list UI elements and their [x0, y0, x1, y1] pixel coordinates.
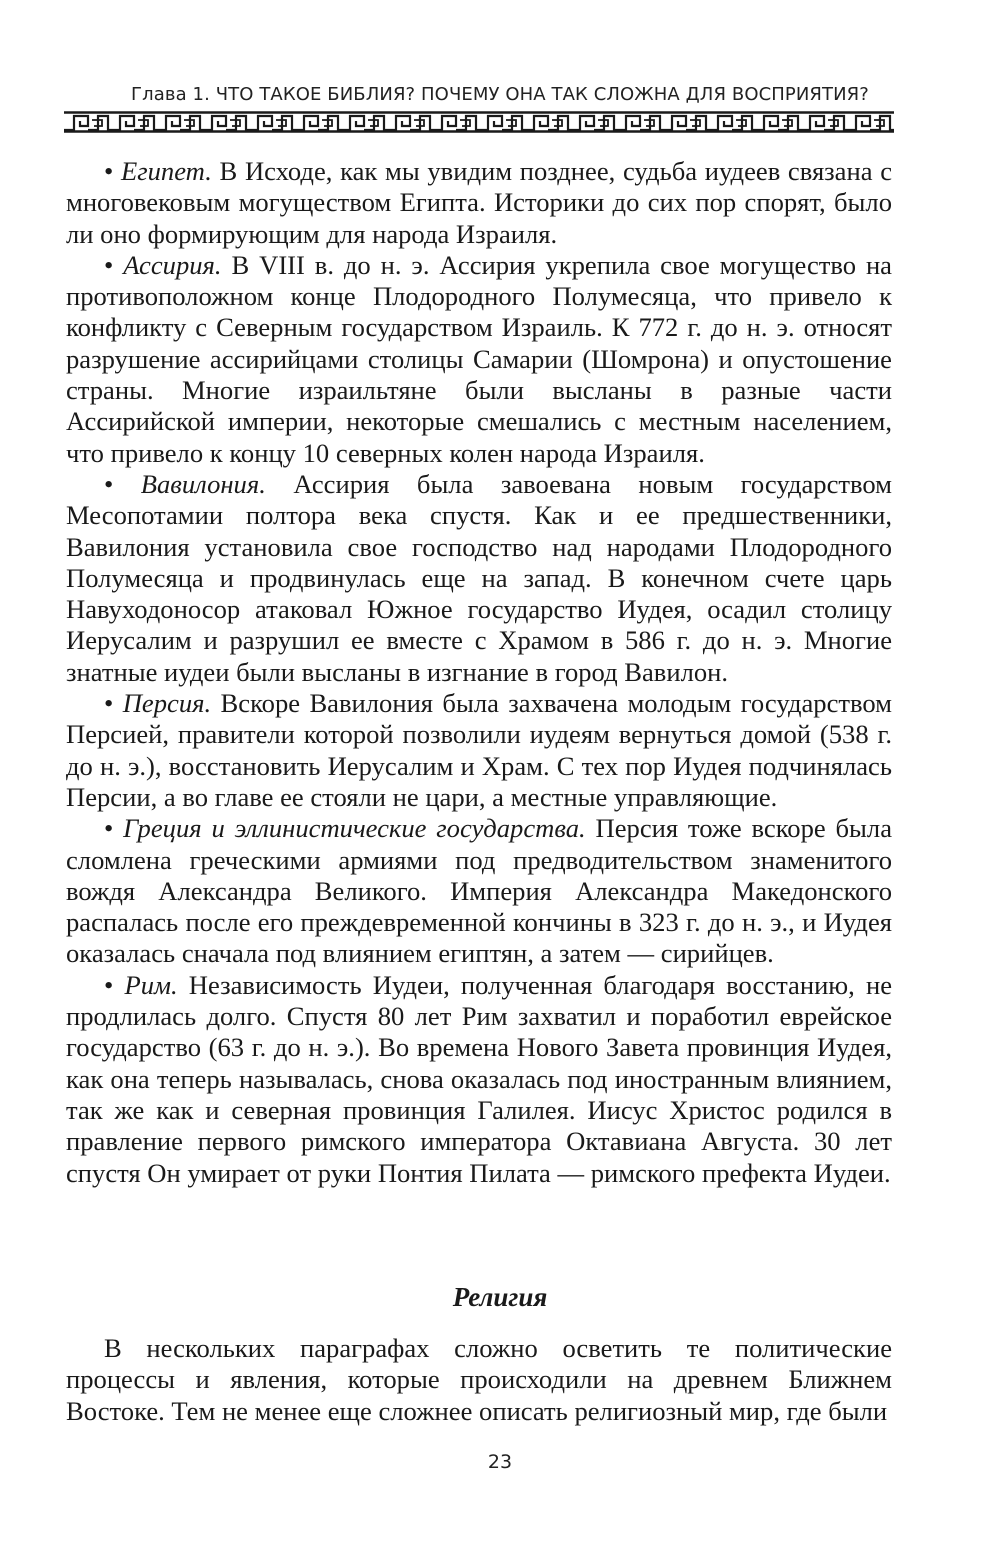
- running-header: Глава 1. ЧТО ТАКОЕ БИБЛИЯ? ПОЧЕМУ ОНА ТАК СЛОЖНА ДЛЯ ВОСПРИЯТИЯ?: [131, 84, 869, 105]
- bullet-item-rome: [66, 970, 892, 1189]
- bullet-item-persia: [66, 688, 892, 813]
- bullet-icon: •: [104, 156, 114, 186]
- section-body: [66, 1333, 892, 1427]
- bullet-icon: •: [104, 969, 114, 1000]
- bullet-icon: •: [104, 688, 114, 719]
- bullet-term: Рим.: [124, 969, 178, 1000]
- bulleted-section: [66, 156, 892, 1189]
- bullet-term: Вавилония.: [140, 468, 266, 499]
- bullet-icon: •: [104, 813, 114, 844]
- page-number: 23: [487, 1451, 513, 1473]
- bullet-text: В VIII в. до н. э. Ассирия укрепила свое могущество на противоположном конце Плодородного Полумесяца, что привело к конфликту с Северным государством Израиль. К 772 г. до н. э. относят разрушение ассирийцами столицы Самарии (Шомрона) и опустошение страны. Многие израильтяне были высланы в разные части Ассирийской империи, некоторые смешались с местным населением, что привело к концу 10 северных колен народа Израиля.: [66, 249, 892, 468]
- bullet-text: В Исходе, как мы увидим позднее, судьба иудеев связана с многовековым могуществом Египта. Историки до сих пор спорят, было ли оно формирующим для народа Израиля.: [66, 156, 892, 249]
- bullet-item-babylonia: [66, 469, 892, 688]
- bullet-text: Вскоре Вавилония была захвачена молодым государством Персией, правители которой позволили иудеям вернуться домой (538 г. до н. э.), восстановить Иерусалим и Храм. С тех пор Иудея подчинялась Персии, а во главе ее стояли не цари, а местные управляющие.: [66, 688, 892, 812]
- bullet-text: Независимость Иудеи, полученная благодаря восстанию, не продлилась долго. Спустя 80 лет Рим захватил и поработил еврейское государство (63 г. до н. э.). Во времена Нового Завета провинция Иудея, как она теперь называлась, снова оказалась под иностранным влиянием, так же как и северная провинция Галилея. Иисус Христос родился в правление первого римского императора Октавиана Августа. 30 лет спустя Он умирает от руки Понтия Пилата — римского префекта Иудеи.: [66, 969, 892, 1188]
- bullet-icon: •: [104, 468, 114, 499]
- bullet-term: Греция и эллинистические государства.: [123, 813, 586, 844]
- section-paragraph: В нескольких параграфах сложно осветить те политические процессы и явления, которые происходили на древнем Ближнем Востоке. Тем не менее еще сложнее описать религиозный мир, где были: [66, 1333, 892, 1426]
- bullet-term: Египет.: [121, 156, 212, 186]
- greek-key-border-icon: [64, 111, 894, 133]
- section-heading: Религия: [452, 1282, 548, 1312]
- bullet-term: Персия.: [122, 688, 212, 719]
- bullet-icon: •: [104, 249, 114, 280]
- bullet-text: Ассирия была завоевана новым государством Месопотамии полтора века спустя. Как и ее предшественники, Вавилония установила свое господство над народами Плодородного Полумесяца и продвинулась еще на запад. В конечном счете царь Навуходоносор атаковал Южное государство Иудея, осадил столицу Иерусалим и разрушил ее вместе с Храмом в 586 г. до н. э. Многие знатные иудеи были высланы в изгнание в город Вавилон.: [66, 468, 892, 687]
- bullet-text: Персия тоже вскоре была сломлена греческими армиями под предводительством знаменитого вождя Александра Великого. Империя Александра Македонского распалась после его преждевременной кончины в 323 г. до н. э., и Иудея оказалась сначала под влиянием египтян, а затем — сирийцев.: [66, 813, 893, 969]
- bullet-item-assyria: [66, 250, 892, 469]
- bullet-item-greece: [66, 813, 892, 969]
- bullet-item-egypt: [66, 156, 892, 250]
- bullet-term: Ассирия.: [123, 249, 222, 280]
